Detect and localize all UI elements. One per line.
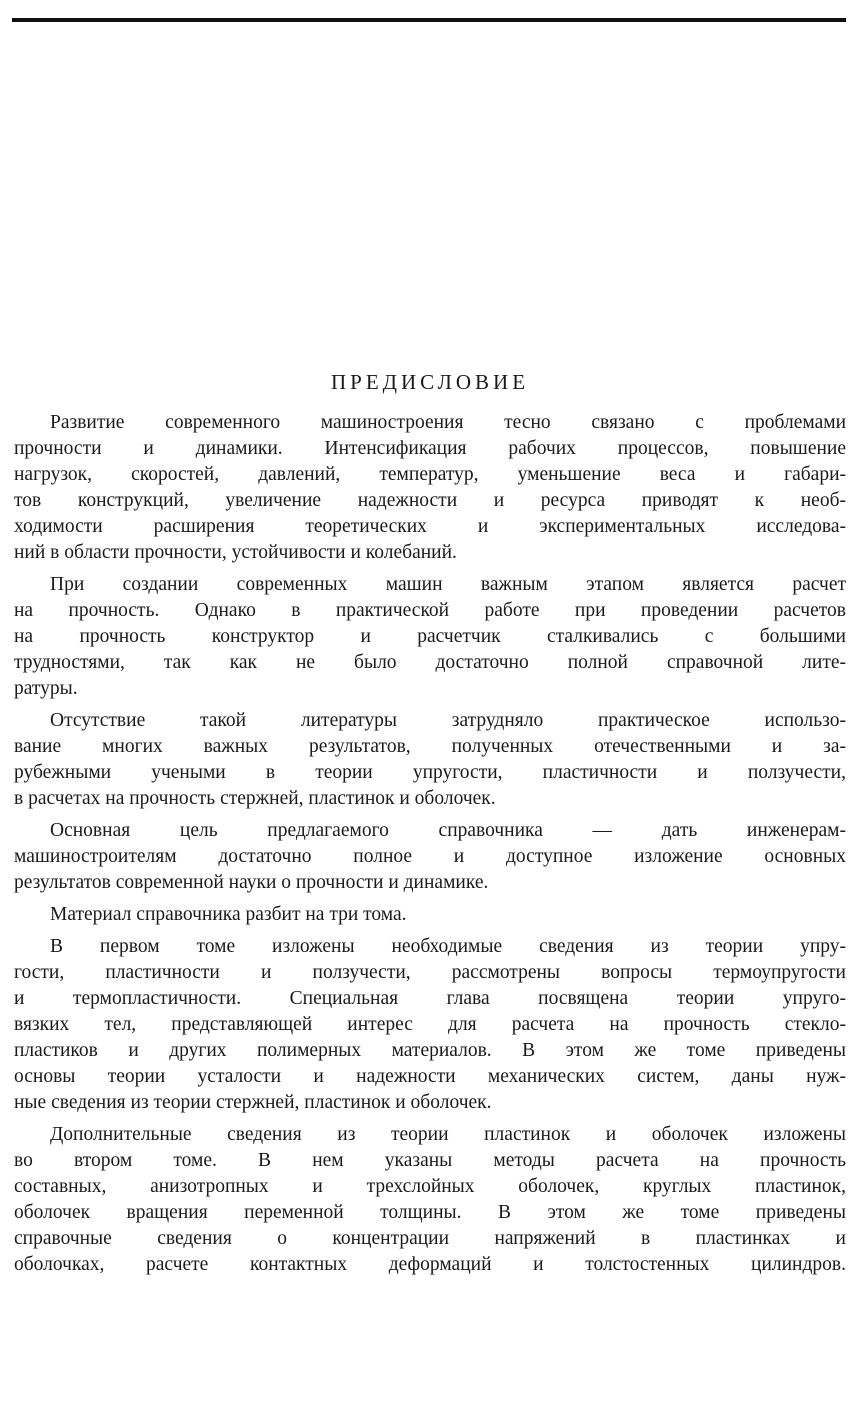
text-line: Отсутствие такой литературы затрудняло практическое использо- bbox=[50, 710, 846, 731]
text-line: рубежными учеными в теории упругости, пластичности и ползучести, bbox=[14, 762, 846, 783]
paragraph-6 bbox=[14, 934, 846, 1116]
text-line: В первом томе изложены необходимые сведения из теории упру- bbox=[50, 936, 846, 957]
text-line: ний в области прочности, устойчивости и колебаний. bbox=[14, 542, 457, 563]
paragraph-5 bbox=[14, 902, 846, 928]
text-line: ные сведения из теории стержней, пластинок и оболочек. bbox=[14, 1092, 492, 1113]
text-line: в расчетах на прочность стержней, пластинок и оболочек. bbox=[14, 788, 496, 809]
text-line: оболочках, расчете контактных деформаций и толстостенных цилиндров. bbox=[14, 1254, 846, 1275]
text-line: и термопластичности. Специальная глава посвящена теории упруго- bbox=[14, 988, 846, 1009]
text-line: прочности и динамики. Интенсификация рабочих процессов, повышение bbox=[14, 438, 846, 459]
text-line: справочные сведения о концентрации напряжений в пластинках и bbox=[14, 1228, 846, 1249]
text-line: Основная цель предлагаемого справочника — дать инженерам- bbox=[50, 820, 846, 841]
text-line: Дополнительные сведения из теории пластинок и оболочек изложены bbox=[50, 1124, 846, 1145]
text-line: пластиков и других полимерных материалов. В этом же томе приведены bbox=[14, 1040, 846, 1061]
top-rule bbox=[12, 18, 846, 22]
text-line: на прочность. Однако в практической работе при проведении расчетов bbox=[14, 600, 846, 621]
text-line: вание многих важных результатов, полученных отечественными и за- bbox=[14, 736, 846, 757]
text-line: машиностроителям достаточно полное и доступное изложение основных bbox=[14, 846, 846, 867]
text-line: Материал справочника разбит на три тома. bbox=[50, 904, 407, 925]
paragraph-3 bbox=[14, 708, 846, 812]
text-line: При создании современных машин важным этапом является расчет bbox=[50, 574, 846, 595]
text-line: на прочность конструктор и расчетчик сталкивались с большими bbox=[14, 626, 846, 647]
body-text bbox=[14, 410, 846, 1284]
text-line: Развитие современного машиностроения тесно связано с проблемами bbox=[50, 412, 846, 433]
paragraph-4 bbox=[14, 818, 846, 896]
text-line: ратуры. bbox=[14, 678, 78, 699]
text-line: гости, пластичности и ползучести, рассмотрены вопросы термоупругости bbox=[14, 962, 846, 983]
text-line: вязких тел, представляющей интерес для расчета на прочность стекло- bbox=[14, 1014, 846, 1035]
text-line: составных, анизотропных и трехслойных оболочек, круглых пластинок, bbox=[14, 1176, 846, 1197]
text-line: нагрузок, скоростей, давлений, температур, уменьшение веса и габари- bbox=[14, 464, 846, 485]
text-line: во втором томе. В нем указаны методы расчета на прочность bbox=[14, 1150, 846, 1171]
text-line: оболочек вращения переменной толщины. В этом же томе приведены bbox=[14, 1202, 846, 1223]
text-line: ходимости расширения теоретических и экспериментальных исследова- bbox=[14, 516, 846, 537]
text-line: трудностями, так как не было достаточно полной справочной лите- bbox=[14, 652, 846, 673]
text-line: тов конструкций, увеличение надежности и ресурса приводят к необ- bbox=[14, 490, 846, 511]
paragraph-1 bbox=[14, 410, 846, 566]
text-line: основы теории усталости и надежности механических систем, даны нуж- bbox=[14, 1066, 846, 1087]
text-line: результатов современной науки о прочности и динамике. bbox=[14, 872, 489, 893]
paragraph-2 bbox=[14, 572, 846, 702]
page-title: ПРЕДИСЛОВИЕ bbox=[330, 370, 530, 395]
paragraph-7 bbox=[14, 1122, 846, 1278]
